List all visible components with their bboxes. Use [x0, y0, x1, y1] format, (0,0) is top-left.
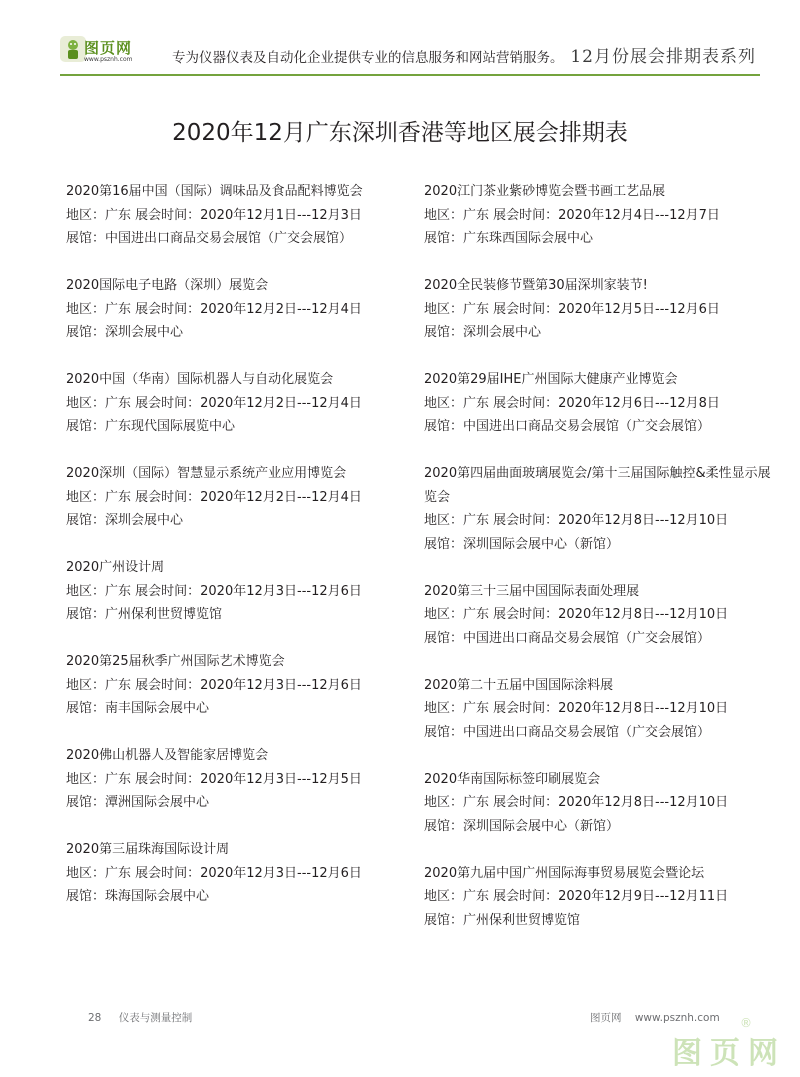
event-name: 2020江门茶业紫砂博览会暨书画工艺品展: [424, 184, 666, 199]
event-region-time: 地区：广东 展会时间：2020年12月9日---12月11日: [424, 889, 729, 904]
event-region-time: 地区：广东 展会时间：2020年12月8日---12月10日: [424, 513, 729, 528]
event-venue: 展馆：广东现代国际展览中心: [66, 419, 236, 434]
event-entry: [424, 674, 774, 745]
right-event-column: [424, 180, 774, 956]
event-name: 2020华南国际标签印刷展览会: [424, 771, 601, 787]
event-venue: 展馆：广州保利世贸博览馆: [66, 607, 223, 622]
event-region-time: 地区：广东 展会时间：2020年12月8日---12月10日: [424, 607, 729, 622]
event-venue: 展馆：中国进出口商品交易会展馆（广交会展馆）: [66, 231, 353, 246]
event-entry: [66, 556, 406, 627]
event-entry: [66, 650, 406, 721]
page-title: 2020年12月广东深圳香港等地区展会排期表: [172, 120, 628, 146]
event-venue: 展馆：南丰国际会展中心: [66, 701, 210, 716]
page-number: 28: [88, 1012, 102, 1024]
event-region-time: 地区：广东 展会时间：2020年12月6日---12月8日: [424, 395, 720, 411]
site-logo[interactable]: [60, 36, 142, 68]
event-entry: [424, 274, 774, 345]
event-name: 2020佛山机器人及智能家居博览会: [66, 748, 269, 763]
event-entry: [66, 274, 406, 345]
event-region-time: 地区：广东 展会时间：2020年12月1日---12月3日: [66, 207, 362, 223]
event-venue: 展馆：广东珠西国际会展中心: [424, 231, 594, 246]
event-name: 2020国际电子电路（深圳）展览会: [66, 278, 269, 293]
event-name: 2020第四届曲面玻璃展览会/第十三届国际触控&柔性显示展览会: [424, 466, 771, 505]
event-name: 2020中国（华南）国际机器人与自动化展览会: [66, 372, 334, 387]
event-entry: [66, 368, 406, 439]
event-venue: 展馆：深圳国际会展中心（新馆）: [424, 536, 620, 552]
watermark: 图页网: [672, 1036, 786, 1071]
event-name: 2020全民装修节暨第30届深圳家装节!: [424, 278, 648, 293]
page-header: [0, 0, 800, 78]
event-venue: 展馆：深圳会展中心: [424, 325, 542, 340]
event-entry: [424, 180, 774, 251]
event-entry: [66, 744, 406, 815]
event-venue: 展馆：中国进出口商品交易会展馆（广交会展馆）: [424, 630, 711, 646]
event-region-time: 地区：广东 展会时间：2020年12月8日---12月10日: [424, 701, 729, 716]
footer-site-name: 图页网: [590, 1012, 622, 1024]
event-name: 2020第九届中国广州国际海事贸易展览会暨论坛: [424, 865, 705, 881]
event-venue: 展馆：深圳会展中心: [66, 513, 184, 528]
event-venue: 展馆：中国进出口商品交易会展馆（广交会展馆）: [424, 724, 711, 740]
event-venue: 展馆：深圳会展中心: [66, 325, 184, 340]
event-region-time: 地区：广东 展会时间：2020年12月3日---12月6日: [66, 865, 362, 881]
event-name: 2020广州设计周: [66, 560, 165, 575]
event-name: 2020深圳（国际）智慧显示系统产业应用博览会: [66, 466, 347, 481]
event-entry: [424, 462, 774, 556]
footer-right: [590, 1010, 720, 1025]
event-entry: [424, 368, 774, 439]
logo-url: www.psznh.com: [84, 56, 133, 63]
event-region-time: 地区：广东 展会时间：2020年12月3日---12月5日: [66, 771, 362, 787]
event-entry: [424, 768, 774, 839]
event-venue: 展馆：深圳国际会展中心（新馆）: [424, 818, 620, 834]
left-event-column: [66, 180, 406, 932]
logo-mascot-icon: [60, 36, 86, 62]
event-entry: [424, 862, 774, 933]
footer-left: [88, 1010, 192, 1025]
event-region-time: 地区：广东 展会时间：2020年12月4日---12月7日: [424, 207, 720, 223]
event-name: 2020第25届秋季广州国际艺术博览会: [66, 654, 285, 669]
event-entry: [66, 180, 406, 251]
header-divider: [60, 74, 760, 76]
event-entry: [424, 580, 774, 651]
event-region-time: 地区：广东 展会时间：2020年12月3日---12月6日: [66, 583, 362, 599]
event-region-time: 地区：广东 展会时间：2020年12月2日---12月4日: [66, 489, 362, 505]
event-name: 2020第16届中国（国际）调味品及食品配料博览会: [66, 184, 363, 199]
event-name: 2020第二十五届中国国际涂料展: [424, 677, 614, 693]
event-venue: 展馆：珠海国际会展中心: [66, 889, 210, 904]
footer-site-url[interactable]: www.psznh.com: [634, 1012, 720, 1024]
event-region-time: 地区：广东 展会时间：2020年12月8日---12月10日: [424, 795, 729, 810]
event-entry: [66, 462, 406, 533]
event-name: 2020第29届IHE广州国际大健康产业博览会: [424, 372, 678, 387]
event-venue: 展馆：中国进出口商品交易会展馆（广交会展馆）: [424, 419, 711, 434]
header-series-title: 12月份展会排期表系列: [570, 47, 756, 67]
event-name: 2020第三届珠海国际设计周: [66, 842, 230, 857]
magazine-name: 仪表与测量控制: [118, 1012, 193, 1024]
event-name: 2020第三十三届中国国际表面处理展: [424, 583, 640, 599]
event-entry: [66, 838, 406, 909]
event-region-time: 地区：广东 展会时间：2020年12月2日---12月4日: [66, 301, 362, 317]
event-region-time: 地区：广东 展会时间：2020年12月3日---12月6日: [66, 677, 362, 693]
event-venue: 展馆：潭洲国际会展中心: [66, 795, 210, 810]
logo-text: 图页网: [84, 39, 133, 57]
header-slogan: 专为仪器仪表及自动化企业提供专业的信息服务和网站营销服务。: [172, 50, 564, 66]
event-region-time: 地区：广东 展会时间：2020年12月2日---12月4日: [66, 395, 362, 411]
registered-mark-icon: ®: [740, 1016, 752, 1030]
event-venue: 展馆：广州保利世贸博览馆: [424, 912, 581, 928]
event-region-time: 地区：广东 展会时间：2020年12月5日---12月6日: [424, 301, 720, 317]
